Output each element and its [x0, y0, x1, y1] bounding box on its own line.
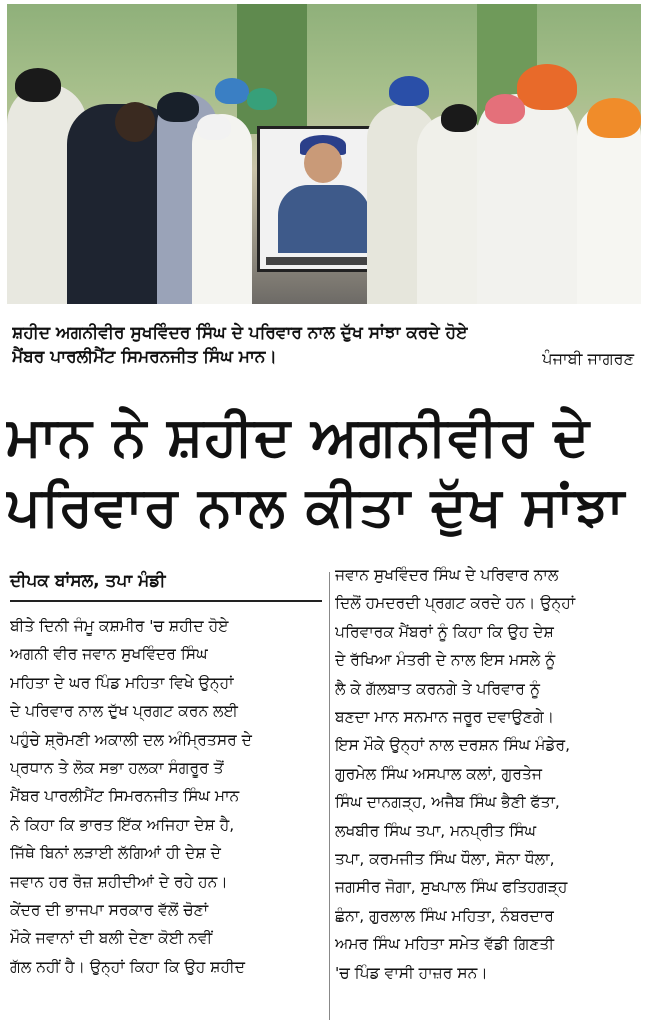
turban	[441, 104, 477, 132]
body-line: ਪਹੁੰਚੇ ਸ਼੍ਰੋਮਣੀ ਅਕਾਲੀ ਦਲ ਅੰਮ੍ਰਿਤਸਰ ਦੇ	[10, 730, 252, 749]
turban	[517, 64, 577, 110]
turban	[247, 88, 277, 110]
turban	[15, 68, 61, 102]
soldier-uniform	[278, 185, 370, 253]
person	[477, 94, 577, 304]
body-line: ਪ੍ਰਧਾਨ ਤੇ ਲੋਕ ਸਭਾ ਹਲਕਾ ਸੰਗਰੂਰ ਤੋਂ	[10, 759, 224, 778]
body-line: ਗੱਲ ਨਹੀਂ ਹੈ। ਉਨ੍ਹਾਂ ਕਿਹਾ ਕਿ ਉਹ ਸ਼ਹੀਦ	[10, 957, 245, 976]
headline	[6, 402, 642, 542]
curtain	[237, 4, 307, 134]
body-line: ਕੇਂਦਰ ਦੀ ਭਾਜਪਾ ਸਰਕਾਰ ਵੱਲੋਂ ਚੋਣਾਂ	[10, 901, 209, 920]
body-line: ਇਸ ਮੌਕੇ ਉਨ੍ਹਾਂ ਨਾਲ ਦਰਸ਼ਨ ਸਿੰਘ ਮੰਡੇਰ,	[335, 736, 571, 755]
body-line: ਨੇ ਕਿਹਾ ਕਿ ਭਾਰਤ ਇੱਕ ਅਜਿਹਾ ਦੇਸ਼ ਹੈ,	[10, 815, 235, 834]
caption-line-2: ਮੈਂਬਰ ਪਾਰਲੀਮੈਂਟ ਸਿਮਰਨਜੀਤ ਸਿੰਘ ਮਾਨ।	[12, 347, 277, 367]
body-line: ਜਵਾਨ ਸੁਖਵਿੰਦਰ ਸਿੰਘ ਦੇ ਪਰਿਵਾਰ ਨਾਲ	[335, 566, 559, 584]
turban	[389, 76, 429, 106]
person	[192, 114, 252, 304]
headline-line-1: ਮਾਨ ਨੇ ਸ਼ਹੀਦ ਅਗਨੀਵੀਰ ਦੇ	[6, 405, 591, 468]
body-line: ਅਮਰ ਸਿੰਘ ਮਹਿਤਾ ਸਮੇਤ ਵੱਡੀ ਗਿਣਤੀ	[335, 935, 555, 954]
caption-line-1: ਸ਼ਹੀਦ ਅਗਨੀਵੀਰ ਸੁਖਵਿੰਦਰ ਸਿੰਘ ਦੇ ਪਰਿਵਾਰ ਨਾਲ ਦੁੱਖ ਸਾਂਝਾ ਕਰਦੇ ਹੋਏ	[12, 323, 468, 343]
photo-caption	[12, 321, 640, 369]
body-line: ਅਗਨੀ ਵੀਰ ਜਵਾਨ ਸੁਖਵਿੰਦਰ ਸਿੰਘ	[10, 645, 208, 664]
head	[115, 102, 155, 142]
body-line: ਗੁਰਮੇਲ ਸਿੰਘ ਅਸਪਾਲ ਕਲਾਂ, ਗੁਰਤੇਜ	[335, 764, 542, 783]
article-column-left	[10, 612, 324, 981]
body-line: ਜਵਾਨ ਹਰ ਰੋਜ਼ ਸ਼ਹੀਦੀਆਂ ਦੇ ਰਹੇ ਹਨ।	[10, 872, 228, 891]
body-line: 'ਚ ਪਿੰਡ ਵਾਸੀ ਹਾਜ਼ਰ ਸਨ।	[335, 963, 488, 982]
turban	[215, 78, 249, 104]
byline: ਦੀਪਕ ਬਾਂਸਲ, ਤਪਾ ਮੰਡੀ	[10, 571, 166, 591]
body-line: ਲਖਬੀਰ ਸਿੰਘ ਤਪਾ, ਮਨਪ੍ਰੀਤ ਸਿੰਘ	[335, 821, 537, 840]
body-line: ਦੇ ਰੱਖਿਆ ਮੰਤਰੀ ਦੇ ਨਾਲ ਇਸ ਮਸਲੇ ਨੂੰ	[335, 651, 556, 670]
body-line: ਮਹਿਤਾ ਦੇ ਘਰ ਪਿੰਡ ਮਹਿਤਾ ਵਿਖੇ ਉਨ੍ਹਾਂ	[10, 673, 234, 692]
body-line: ਮੈਂਬਰ ਪਾਰਲੀਮੈਂਟ ਸਿਮਰਨਜੀਤ ਸਿੰਘ ਮਾਨ	[10, 787, 240, 806]
body-line: ਸਿੰਘ ਦਾਨਗੜ੍ਹ, ਅਜੈਬ ਸਿੰਘ ਭੈਣੀ ਫੱਤਾ,	[335, 793, 560, 812]
byline-rule	[10, 600, 322, 602]
headline-line-2: ਪਰਿਵਾਰ ਨਾਲ ਕੀਤਾ ਦੁੱਖ ਸਾਂਝਾ	[6, 475, 626, 538]
body-line: ਜਗਸੀਰ ਜੋਗਾ, ਸੁਖਪਾਲ ਸਿੰਘ ਫਤਿਹਗੜ੍ਹ	[335, 878, 568, 897]
portrait-caption-strip	[266, 257, 378, 265]
body-line: ਬਣਦਾ ਮਾਨ ਸਨਮਾਨ ਜਰੂਰ ਦਵਾਉਣਗੇ।	[335, 708, 555, 727]
body-line: ਮੌਕੇ ਜਵਾਨਾਂ ਦੀ ਬਲੀ ਦੇਣਾ ਕੋਈ ਨਵੀਂ	[10, 929, 213, 948]
body-line: ਬੀਤੇ ਦਿਨੀ ਜੰਮੂ ਕਸ਼ਮੀਰ 'ਚ ਸ਼ਹੀਦ ਹੋਏ	[10, 617, 229, 635]
body-line: ਜਿੱਥੇ ਬਿਨਾਂ ਲੜਾਈ ਲੱਗਿਆਂ ਹੀ ਦੇਸ਼ ਦੇ	[10, 844, 221, 863]
body-line: ਪਰਿਵਾਰਕ ਮੈਂਬਰਾਂ ਨੂੰ ਕਿਹਾ ਕਿ ਉਹ ਦੇਸ਼	[335, 622, 554, 641]
article-column-right	[335, 561, 639, 987]
turban	[157, 92, 199, 122]
body-line: ਦਿਲੋਂ ਹਮਦਰਦੀ ਪ੍ਰਗਟ ਕਰਦੇ ਹਨ। ਉਨ੍ਹਾਂ	[335, 594, 576, 613]
body-line: ਤਪਾ, ਕਰਮਜੀਤ ਸਿੰਘ ਧੌਲਾ, ਸੋਨਾ ਧੌਲਾ,	[335, 850, 555, 869]
body-line: ਛੰਨਾ, ਗੁਰਲਾਲ ਸਿੰਘ ਮਹਿਤਾ, ਨੰਬਰਦਾਰ	[335, 906, 554, 925]
turban	[197, 114, 231, 140]
column-divider	[329, 572, 330, 1020]
photo-credit: ਪੰਜਾਬੀ ਜਾਗਰਣ	[542, 349, 634, 368]
body-line: ਲੈ ਕੇ ਗੱਲਬਾਤ ਕਰਨਗੇ ਤੇ ਪਰਿਵਾਰ ਨੂੰ	[335, 679, 540, 698]
turban	[587, 98, 641, 138]
news-photo	[7, 4, 641, 304]
body-line: ਦੇ ਪਰਿਵਾਰ ਨਾਲ ਦੁੱਖ ਪ੍ਰਗਟ ਕਰਨ ਲਈ	[10, 702, 238, 721]
soldier-face	[304, 143, 342, 183]
turban	[485, 94, 525, 124]
